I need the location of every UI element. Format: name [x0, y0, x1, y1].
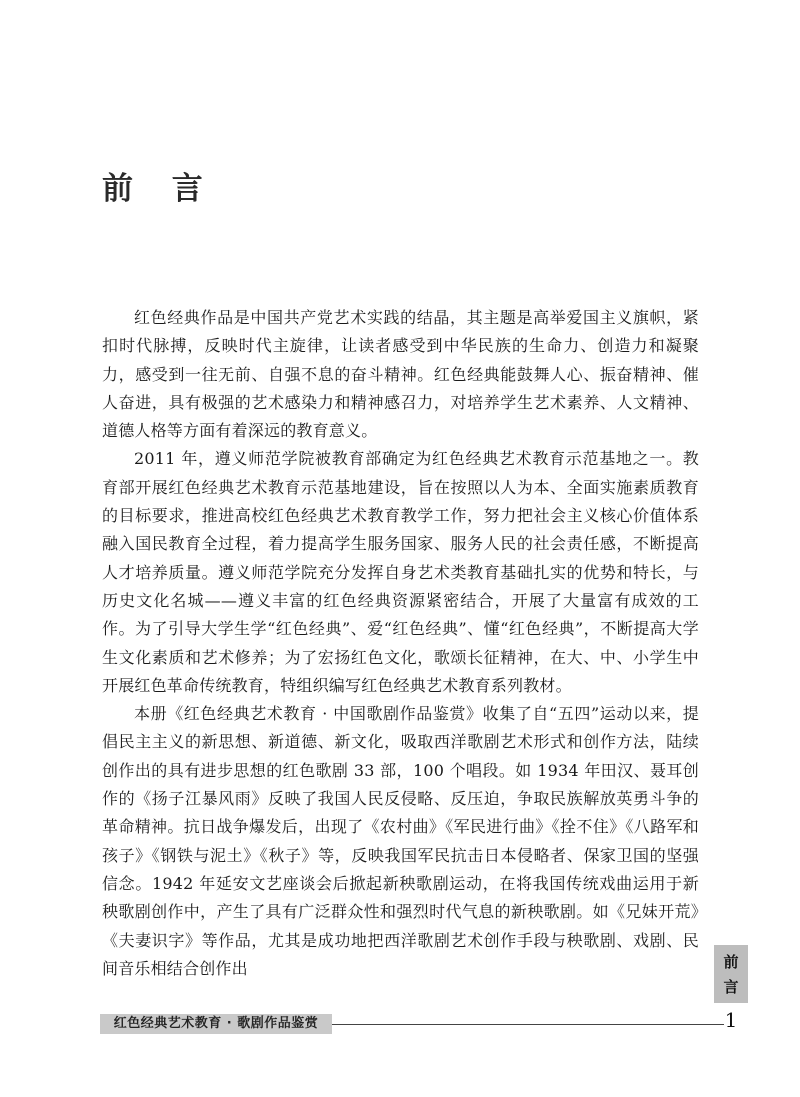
side-tab-char-1: 前 [723, 953, 739, 971]
footer-book-title: 红色经典艺术教育 · 歌剧作品鉴赏 [113, 1016, 319, 1031]
page-number: 1 [724, 1008, 738, 1032]
footer-book-title-bar [100, 1014, 332, 1034]
side-tab-char-2: 言 [723, 978, 739, 996]
preface-body [102, 304, 699, 983]
page-title: 前 言 [102, 171, 217, 207]
paragraph-3: 本册《红色经典艺术教育 · 中国歌剧作品鉴赏》收集了自“五四”运动以来，提倡民主主义的新思想、新道德、新文化，吸取西洋歌剧艺术形式和创作方法，陆续创作出的具有进步思想的红色歌剧 33 部，100 个唱段。如 1934 年田汉、聂耳创作的《扬子江暴风雨》反映了我国人民反侵略、反压迫，争取民族解放英勇斗争的革命精神。抗日战争爆发后，出现了《农村曲》《军民进行曲》《拴不住》《八路军和孩子》《钢铁与泥土》《秋子》等，反映我国军民抗击日本侵略者、保家卫国的坚强信念。1942 年延安文艺座谈会后掀起新秧歌剧运动，在将我国传统戏曲运用于新秧歌剧创作中，产生了具有广泛群众性和强烈时代气息的新秧歌剧。如《兄妹开荒》《夫妻识字》等作品，尤其是成功地把西洋歌剧艺术创作手段与秧歌剧、戏剧、民间音乐相结合创作出 [102, 704, 699, 978]
paragraph-1: 红色经典作品是中国共产党艺术实践的结晶，其主题是高举爱国主义旗帜，紧扣时代脉搏，反映时代主旋律，让读者感受到中华民族的生命力、创造力和凝聚力，感受到一往无前、自强不息的奋斗精神。红色经典能鼓舞人心、振奋精神、催人奋进，具有极强的艺术感染力和精神感召力，对培养学生艺术素养、人文精神、道德人格等方面有着深远的教育意义。 [102, 308, 699, 441]
paragraph-2: 2011 年，遵义师范学院被教育部确定为红色经典艺术教育示范基地之一。教育部开展红色经典艺术教育示范基地建设，旨在按照以人为本、全面实施素质教育的目标要求，推进高校红色经典艺术教育教学工作，努力把社会主义核心价值体系融入国民教育全过程，着力提高学生服务国家、服务人民的社会责任感，不断提高人才培养质量。遵义师范学院充分发挥自身艺术类教育基础扎实的优势和特长，与历史文化名城——遵义丰富的红色经典资源紧密结合，开展了大量富有成效的工作。为了引导大学生学“红色经典”、爱“红色经典”、懂“红色经典”，不断提高大学生文化素质和艺术修养；为了宏扬红色文化，歌颂长征精神，在大、中、小学生中开展红色革命传统教育，特组织编写红色经典艺术教育系列教材。 [102, 449, 699, 695]
chapter-side-tab [714, 945, 748, 1003]
footer-rule [332, 1024, 724, 1025]
